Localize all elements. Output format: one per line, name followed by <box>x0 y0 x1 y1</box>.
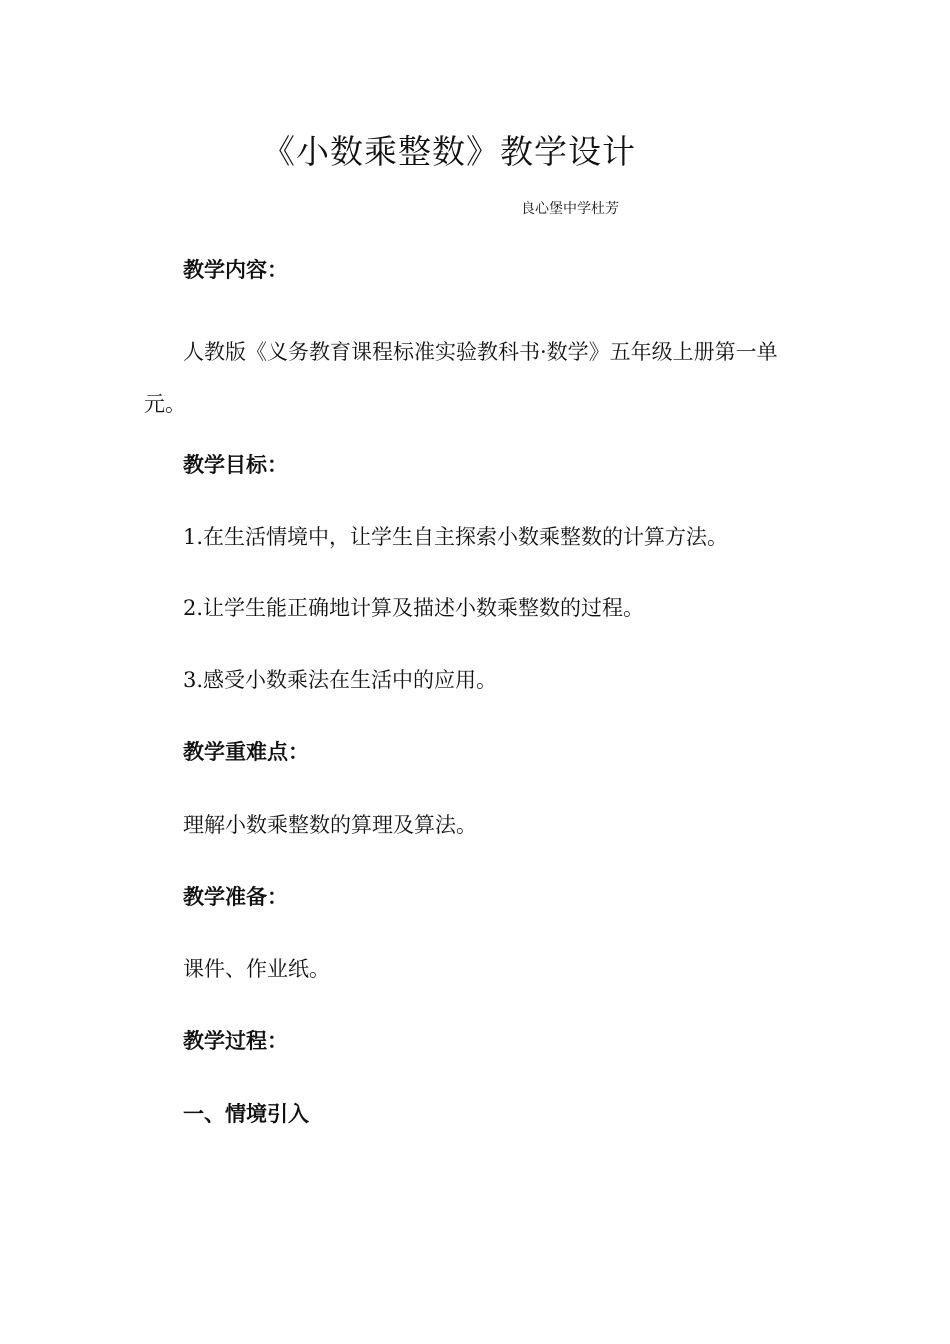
preparation-heading: 教学准备： <box>183 885 288 909</box>
key-points-text: 理解小数乘整数的算理及算法。 <box>183 813 477 837</box>
goal-item-2: 2.让学生能正确地计算及描述小数乘整数的过程。 <box>183 596 645 620</box>
document-title: 《小数乘整数》教学设计 <box>262 132 636 171</box>
content-heading: 教学内容： <box>183 258 288 282</box>
goals-heading: 教学目标： <box>183 453 288 477</box>
author-line: 良心堡中学杜芳 <box>521 201 619 217</box>
content-text: 人教版《义务教育课程标准实验教科书·数学》五年级上册第一单元。 <box>144 340 778 416</box>
step1-heading: 一、情境引入 <box>183 1102 309 1126</box>
goal-item-1: 1.在生活情境中，让学生自主探索小数乘整数的计算方法。 <box>183 525 729 549</box>
key-points-heading: 教学重难点： <box>183 740 309 764</box>
preparation-text: 课件、作业纸。 <box>183 957 330 981</box>
process-heading: 教学过程： <box>183 1029 288 1053</box>
goal-item-3: 3.感受小数乘法在生活中的应用。 <box>183 668 498 692</box>
